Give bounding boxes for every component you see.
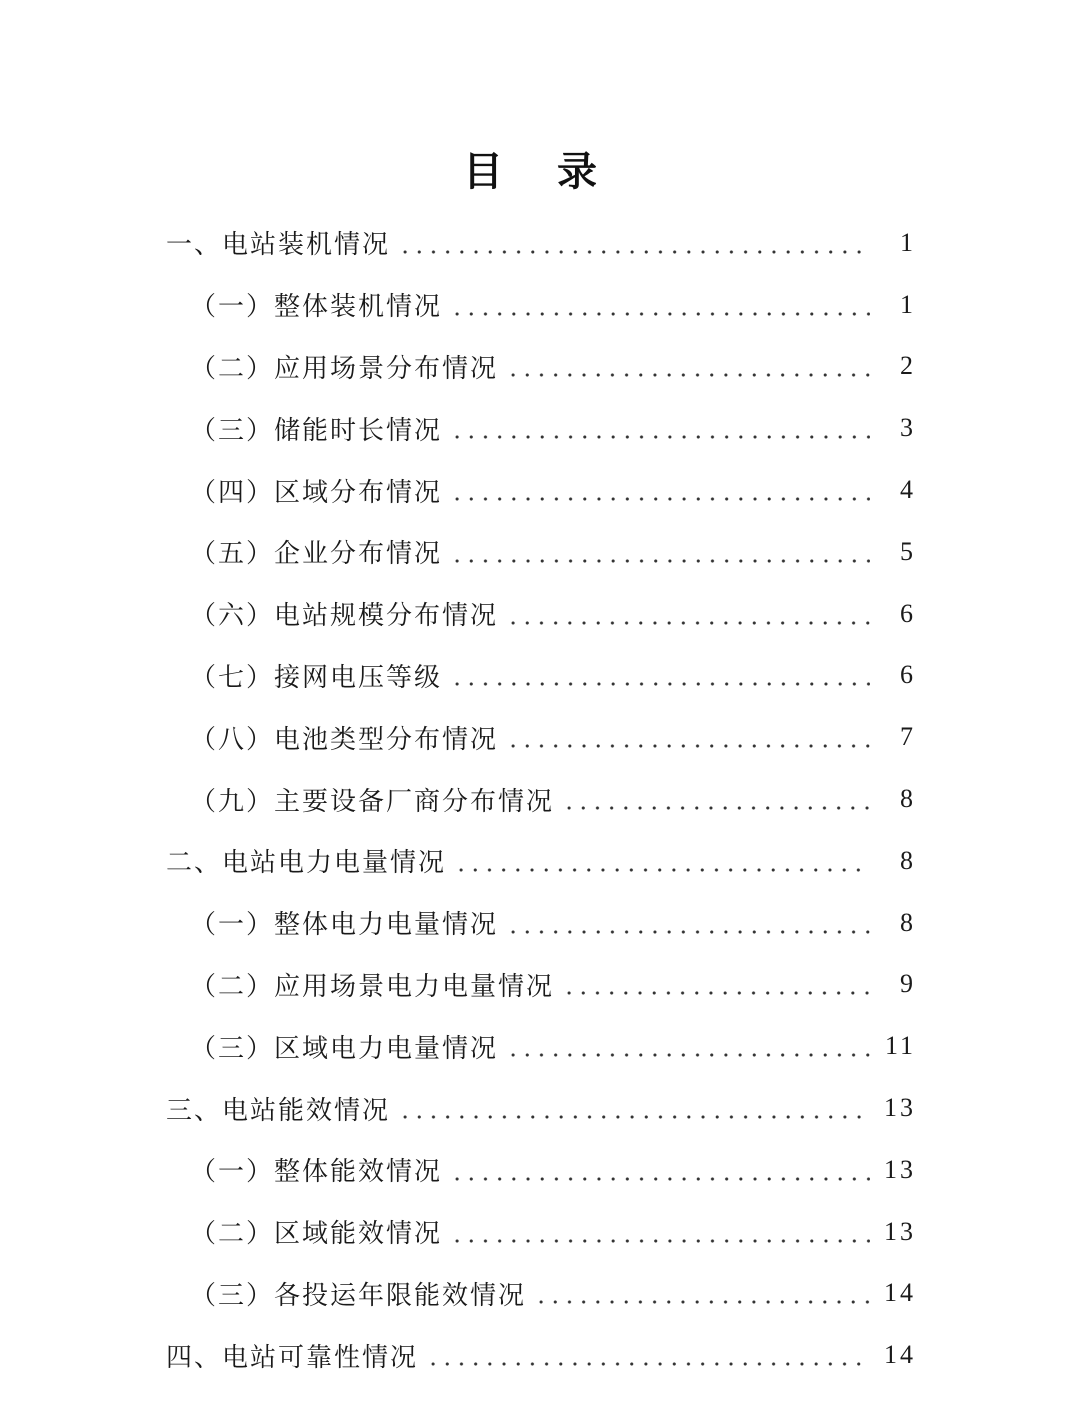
dot-leader: [450, 539, 870, 565]
toc-entry-page-number: 8: [900, 907, 916, 937]
toc-entry-label: （四）区域分布情况: [190, 477, 443, 508]
dot-leader: [450, 415, 870, 441]
toc-entry-page-number: 13: [884, 1154, 916, 1184]
toc-entry-page-number: 7: [900, 722, 916, 752]
toc-entry-label: （二）区域能效情况: [190, 1219, 443, 1250]
toc-entry-label: 一、电站装机情况: [166, 230, 391, 261]
dot-leader: [398, 1095, 870, 1121]
toc-entry-label: （二）应用场景分布情况: [190, 353, 499, 384]
dot-leader: [450, 662, 870, 688]
toc-entry[interactable]: [0, 1015, 1080, 1077]
toc-entry-label: 三、电站能效情况: [166, 1095, 391, 1126]
toc-entry-page-number: 5: [900, 536, 916, 566]
dot-leader: [534, 1280, 870, 1306]
toc-entry-page-number: 13: [884, 1216, 916, 1246]
dot-leader: [506, 910, 870, 936]
toc-entry-label: （六）电站规模分布情况: [190, 601, 499, 632]
toc-entry-page-number: 9: [900, 969, 916, 999]
toc-entry[interactable]: [0, 768, 1080, 830]
toc-entry-page-number: 6: [900, 598, 916, 628]
toc-entry-page-number: 13: [884, 1093, 916, 1123]
toc-entry-page-number: 14: [884, 1340, 916, 1370]
dot-leader: [398, 230, 870, 256]
dot-leader: [562, 971, 870, 997]
toc-entry-label: （一）整体能效情况: [190, 1157, 443, 1188]
toc-entry-label: （一）整体装机情况: [190, 292, 443, 323]
toc-entry-page-number: 8: [900, 784, 916, 814]
toc-entry-label: （九）主要设备厂商分布情况: [190, 786, 555, 817]
toc-entry-page-number: 8: [900, 845, 916, 875]
toc-entry-label: （三）储能时长情况: [190, 415, 443, 446]
toc-entry[interactable]: [0, 397, 1080, 459]
toc-entry-label: （七）接网电压等级: [190, 662, 443, 693]
toc-entry-page-number: 11: [884, 1031, 916, 1061]
toc-entry[interactable]: [0, 459, 1080, 521]
toc-entry[interactable]: [0, 830, 1080, 892]
dot-leader: [450, 292, 870, 318]
toc-entry[interactable]: [0, 336, 1080, 398]
toc-entry-label: （二）应用场景电力电量情况: [190, 971, 555, 1002]
toc-entry[interactable]: [0, 706, 1080, 768]
toc-entry-page-number: 1: [900, 227, 916, 257]
toc-entry[interactable]: [0, 1077, 1080, 1139]
toc-entry-label: （三）区域电力电量情况: [190, 1033, 499, 1064]
toc-entry-label: （一）整体电力电量情况: [190, 910, 499, 941]
toc-entry[interactable]: [0, 1263, 1080, 1325]
toc-entry[interactable]: [0, 954, 1080, 1016]
toc-entry-page-number: 3: [900, 413, 916, 443]
toc-entry[interactable]: [0, 645, 1080, 707]
table-of-contents: [0, 212, 1080, 1386]
toc-entry[interactable]: [0, 212, 1080, 274]
toc-entry[interactable]: [0, 1139, 1080, 1201]
toc-entry[interactable]: [0, 1324, 1080, 1386]
dot-leader: [506, 1033, 870, 1059]
toc-entry-label: 四、电站可靠性情况: [166, 1342, 419, 1373]
dot-leader: [506, 724, 870, 750]
dot-leader: [426, 1342, 870, 1368]
toc-entry-page-number: 2: [900, 351, 916, 381]
dot-leader: [506, 601, 870, 627]
toc-entry-page-number: 14: [884, 1278, 916, 1308]
dot-leader: [562, 786, 870, 812]
toc-entry-page-number: 4: [900, 475, 916, 505]
toc-entry-page-number: 1: [900, 289, 916, 319]
toc-entry-label: （五）企业分布情况: [190, 539, 443, 570]
toc-entry[interactable]: [0, 1201, 1080, 1263]
toc-entry[interactable]: [0, 583, 1080, 645]
toc-entry-label: 二、电站电力电量情况: [166, 848, 447, 879]
toc-entry-page-number: 6: [900, 660, 916, 690]
toc-entry[interactable]: [0, 274, 1080, 336]
page-title: 目 录: [463, 149, 617, 195]
dot-leader: [506, 353, 870, 379]
toc-entry-label: （三）各投运年限能效情况: [190, 1280, 527, 1311]
toc-entry-label: （八）电池类型分布情况: [190, 724, 499, 755]
dot-leader: [454, 848, 870, 874]
toc-entry[interactable]: [0, 521, 1080, 583]
dot-leader: [450, 1157, 870, 1183]
dot-leader: [450, 1219, 870, 1245]
toc-entry[interactable]: [0, 892, 1080, 954]
dot-leader: [450, 477, 870, 503]
